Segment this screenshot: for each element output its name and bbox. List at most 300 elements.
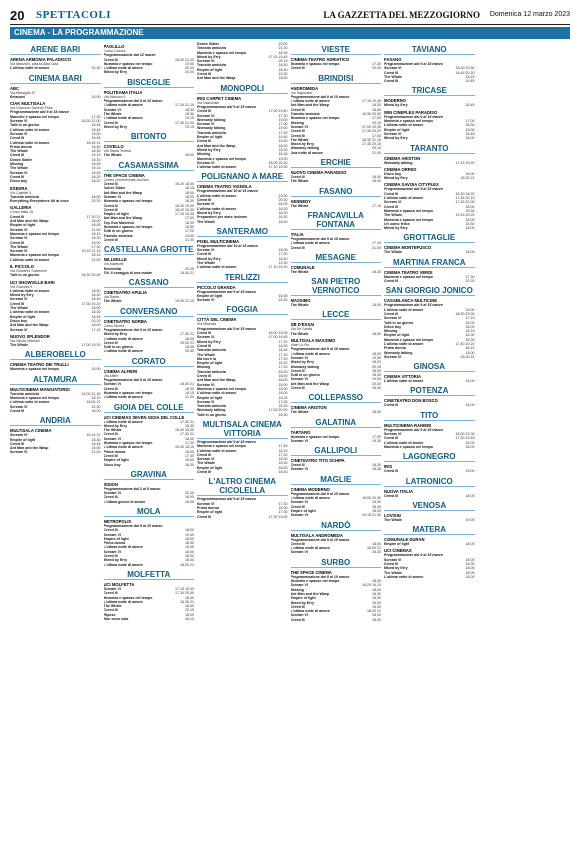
- film-title: Mummia e spasso nel tempo: [197, 50, 246, 55]
- showtimes: 19,15: [91, 153, 101, 158]
- film-listing: [10, 328, 101, 332]
- showtimes: 17,30: [278, 399, 288, 404]
- film-title: The Whale: [384, 250, 402, 255]
- film-title: The Whale: [10, 166, 28, 171]
- showtimes: 18,00: [372, 360, 381, 365]
- showtimes: 18,30: [185, 541, 194, 546]
- cinema-address: Via Santa Teresa: [103, 149, 131, 154]
- showtimes: 20,30: [465, 279, 475, 284]
- film-title: Scream VI: [290, 613, 308, 618]
- showtimes: 18,40 19,30: [175, 428, 194, 433]
- cinema-name: ESEDRA: [10, 185, 28, 191]
- film-title: Scream VI: [197, 501, 215, 506]
- showtimes: 18,00: [91, 194, 101, 199]
- city-heading: GALLIPOLI: [291, 446, 382, 456]
- showtimes: 21,30: [91, 404, 101, 409]
- film-title: L'ultima notte di amore: [10, 66, 50, 71]
- programming-period: Programmazione dal 9 al 15 marzo: [197, 326, 256, 331]
- showtimes: 19,30: [278, 193, 288, 198]
- showtimes: 17,00: [185, 216, 194, 221]
- showtimes: 16,00: [465, 307, 475, 312]
- showtimes: 17,19: [372, 241, 381, 246]
- film-title: L'ultima notte di amore: [10, 400, 50, 405]
- cinema-name: CINEMA MONTEFUSCO: [384, 245, 432, 251]
- film-listing: [10, 450, 101, 454]
- film-title: Creed III: [290, 107, 305, 112]
- film-title: Mixed by Erry: [103, 423, 128, 428]
- cinema-name: MULTISALA ANDROMEDA: [290, 532, 343, 538]
- film-title: Mixed by Erry: [384, 136, 408, 141]
- film-listing: [291, 386, 382, 390]
- showtimes: 18,00 21,00: [455, 432, 475, 437]
- film-title: The Whale: [197, 219, 215, 224]
- film-title: Empire of light: [103, 536, 129, 541]
- showtimes: 18,40: [185, 595, 194, 600]
- showtimes: 18,30: [278, 343, 288, 348]
- film-title: Creed III: [197, 514, 212, 519]
- film-title: Empire of light: [384, 127, 410, 132]
- film-title: Creed III: [290, 385, 305, 390]
- film-listing: [10, 199, 101, 203]
- film-title: Mummia e spasso nel tempo: [103, 390, 153, 395]
- film-title: Creed III: [103, 453, 118, 458]
- showtimes: 18,20: [278, 206, 288, 211]
- showtimes: 18,30: [185, 199, 194, 204]
- showtimes: 18,00: [372, 579, 381, 584]
- film-title: Creed III: [10, 408, 25, 413]
- film-title: Ant Man and the Wasp: [290, 381, 329, 386]
- film-title: Creed III: [197, 198, 212, 203]
- film-title: Scream VI: [197, 122, 215, 127]
- showtimes: 18,00: [465, 171, 475, 176]
- showtimes: 18,30: [372, 373, 381, 378]
- film-title: Creed III: [103, 182, 118, 187]
- film-title: L'ultima notte di amore: [290, 351, 330, 356]
- film-title: L'ultima notte di amore: [197, 165, 237, 170]
- showtimes: 18,30: [278, 461, 288, 466]
- film-title: Tutti in un giorno: [197, 412, 227, 417]
- film-title: The Whale: [290, 137, 309, 142]
- showtimes: 21,00: [372, 150, 381, 155]
- film-title: Creed III: [384, 562, 399, 567]
- showtimes: 17,30 19,45: [455, 436, 475, 441]
- showtimes: 17,30 21: [180, 432, 194, 437]
- city-heading: SANTERAMO: [197, 227, 288, 237]
- showtimes: 18,20: [91, 179, 101, 184]
- showtimes: 21,00: [185, 395, 194, 400]
- showtimes: 17,30 20,20: [81, 301, 101, 306]
- film-title: Mummia e spasso nel tempo: [290, 62, 340, 66]
- film-title: Mummia e spasso nel tempo: [10, 396, 59, 401]
- film-title: The Whale: [384, 74, 402, 79]
- film-title: L'ultima notte di amore: [384, 379, 424, 384]
- programming-period: Programmazione dal 9 al 15 marzo: [290, 491, 350, 496]
- showtimes: 18,30: [372, 463, 381, 468]
- showtimes: 18,30 20,30: [362, 112, 381, 117]
- showtimes: 17,00 19,40: [268, 109, 288, 114]
- cinema-address: Via Marsiglio 47: [10, 90, 36, 95]
- film-listing: [197, 298, 288, 302]
- showtimes: 18,00: [185, 499, 194, 504]
- film-listing: [104, 463, 195, 467]
- film-listing: [197, 220, 288, 224]
- showtimes: 18,25: [278, 404, 288, 409]
- showtimes: 17,15 19,20: [455, 160, 475, 165]
- film-title: Mummia e spasso nel tempo: [103, 595, 153, 600]
- film-title: Mixed by Erry: [10, 293, 34, 298]
- film-title: Mixed by Erry: [103, 332, 128, 337]
- showtimes: 18,00 21: [367, 546, 381, 551]
- showtimes: 18,00: [465, 136, 475, 141]
- city-heading: MOLA: [104, 507, 195, 517]
- film-title: Creed III: [10, 214, 25, 219]
- film-title: Mummia e spasso nel tempo: [384, 274, 433, 279]
- showtimes: 18,45: [91, 123, 101, 128]
- cinema-address: Via Dante: [103, 295, 120, 300]
- cinema-name: PIXEL MULTICINEMA: [197, 238, 240, 244]
- film-listing: [291, 303, 382, 307]
- film-title: L'ultima notte di amore: [103, 562, 143, 567]
- film-title: Scream VI: [384, 354, 402, 359]
- showtimes: 18,45: [91, 441, 101, 446]
- showtimes: 19,00: [465, 469, 475, 474]
- film-title: L'ultima notte di amore: [103, 66, 143, 71]
- film-title: Creed III: [10, 136, 25, 141]
- cinema-name: UCI MOLFETTA: [103, 581, 135, 587]
- showtimes: 18,00: [372, 368, 381, 373]
- showtimes: 18,30: [372, 103, 381, 108]
- showtimes: 18,45: [278, 348, 288, 353]
- cinema-name: WIN CINEPLEX PARADISO: [384, 109, 438, 115]
- city-heading: SAN GIORGIO JONICO: [385, 286, 473, 296]
- showtimes: 17,45: [278, 444, 288, 449]
- cinema-address: Via Matteotti: [103, 262, 124, 267]
- film-title: Scream VI: [197, 248, 215, 253]
- film-title: Creed III: [384, 191, 399, 196]
- showtimes: 21,30: [278, 46, 288, 51]
- showtimes: 18,30: [185, 554, 194, 559]
- film-listing: [104, 563, 195, 567]
- showtimes: 20,15: [372, 364, 381, 369]
- showtimes: 18,15: [91, 231, 101, 236]
- showtimes: 19,00 21,15: [175, 299, 194, 304]
- showtimes: 18,00: [91, 367, 101, 372]
- film-title: Mummia e spasso nel tempo: [103, 225, 153, 230]
- showtimes: 17,00: [372, 434, 381, 439]
- film-title: L'ultima notte di amore: [103, 445, 143, 450]
- film-title: Scream VI: [197, 202, 215, 207]
- film-title: The Whale: [103, 111, 122, 116]
- city-heading: GINOSA: [384, 362, 475, 372]
- showtimes: 19,00: [372, 377, 381, 382]
- showtimes: 17,30 21,00: [175, 120, 194, 125]
- film-title: Missing: [197, 152, 211, 157]
- film-title: Mummia e spasso nel tempo: [384, 119, 433, 124]
- film-title: Creed III: [290, 129, 305, 134]
- cinema-name: MULTISALA MASSIMO: [290, 338, 336, 344]
- showtimes: 18,45: [91, 170, 101, 175]
- showtimes: 16,00 19,00: [268, 331, 288, 336]
- cinema-name: COVELLO: [103, 144, 124, 150]
- film-title: Mummia e spasso nel tempo: [10, 253, 59, 258]
- film-title: L'ultima notte di amore: [103, 349, 143, 354]
- showtimes: 17,30 20,00: [175, 591, 194, 596]
- showtimes: 18,00 21,00: [175, 57, 194, 62]
- film-title: Scream VI: [103, 549, 121, 554]
- cinema-name: CINEMA VITTORIA: [384, 374, 421, 380]
- film-title: Scream VI: [10, 433, 28, 438]
- film-title: Empire of light: [103, 458, 129, 463]
- cinema-address: Corso Italia 15: [10, 210, 34, 215]
- showtimes: 17,30: [91, 244, 101, 249]
- showtimes: 18,00: [278, 76, 288, 81]
- showtimes: 18,30 20,45: [81, 273, 101, 278]
- showtimes: 18,30: [278, 210, 288, 215]
- film-title: Womanly talking: [197, 408, 226, 413]
- showtimes: 17,30: [278, 130, 288, 135]
- showtimes: 18,45: [465, 131, 475, 136]
- newspaper-name: LA GAZZETTA DEL MEZZOGIORNO: [323, 10, 480, 20]
- film-listing: [384, 542, 475, 546]
- showtimes: 18,00: [372, 613, 381, 618]
- film-title: L'ultima notte di amore: [10, 257, 50, 262]
- film-title: Creed III: [290, 604, 305, 609]
- film-title: Empire of light: [197, 135, 223, 140]
- showtimes: 20,00: [185, 266, 194, 271]
- showtimes: 19,45: [465, 79, 475, 84]
- showtimes: 18,00: [185, 612, 194, 617]
- film-title: The Whale: [197, 461, 215, 466]
- cinema-name: CINEMA ALFIERI: [103, 368, 138, 374]
- film-listing: [384, 379, 475, 383]
- showtimes: 17,00: [278, 122, 288, 127]
- city-heading: MESAGNE: [291, 253, 382, 263]
- film-title: Womanly talking: [197, 126, 226, 131]
- film-listing: [197, 470, 288, 474]
- showtimes: 17,00 19,30: [81, 343, 101, 348]
- film-title: Scream VI: [103, 194, 121, 199]
- showtimes: 17,15 19,30: [175, 586, 194, 591]
- showtimes: 18,00: [185, 528, 194, 533]
- showtimes: 16,35 21: [180, 599, 194, 604]
- film-title: L'ultima notte di amore: [384, 574, 424, 579]
- showtimes: 18,15: [465, 329, 475, 334]
- cinema-name: CINEMA-TEATRO ADRIATICO: [290, 57, 350, 62]
- film-listing: [10, 66, 101, 70]
- film-title: L'ultima notte di amore: [197, 193, 237, 198]
- programming-period: Programmazione dal 9 al 15 marzo: [10, 110, 69, 115]
- film-title: Scream VI: [197, 113, 215, 118]
- film-title: Mummia e spasso nel tempo: [290, 116, 340, 121]
- showtimes: 18,15: [465, 74, 475, 79]
- programming-period: Programmazione dal 9 al 15 marzo: [197, 289, 256, 294]
- showtimes: 16,50: [185, 225, 194, 230]
- city-heading: CINEMA BARI: [10, 74, 101, 84]
- film-title: Scream VI: [103, 382, 121, 387]
- city-heading: MATERA: [384, 525, 475, 535]
- showtimes: 19,00: [185, 61, 194, 66]
- film-title: Missing: [290, 587, 304, 592]
- city-heading: TERLIZZI: [197, 273, 288, 283]
- showtimes: 18,00: [372, 351, 381, 356]
- film-title: Empire of light: [197, 465, 223, 470]
- cinema-name: COMUNALE DURAN: [384, 537, 425, 543]
- showtimes: 18,00: [278, 465, 288, 470]
- film-title: L'ultima notte di amore: [103, 419, 143, 424]
- showtimes: 19,15 20,25: [455, 213, 475, 218]
- city-heading: GALATINA: [291, 418, 382, 428]
- programming-period: Programmazione dal 9 al 15 marzo: [290, 574, 350, 579]
- showtimes: 18,40: [372, 504, 381, 509]
- cinema-name: ITALIA: [290, 231, 304, 237]
- film-listing: [291, 246, 382, 250]
- cinema-address: Via Marconi 5: [103, 94, 126, 99]
- film-title: Scream VI: [10, 249, 28, 254]
- showtimes: 18,40: [185, 604, 194, 609]
- city-heading: L'ALTRO CINEMA CICOLELLA: [197, 477, 288, 496]
- film-listing: [384, 136, 475, 140]
- film-title: Scream VI: [103, 491, 121, 496]
- film-title: Prima donna: [10, 144, 32, 149]
- city-heading: LECCE: [291, 310, 382, 320]
- film-listing: [384, 176, 475, 180]
- showtimes: 17,45 20,15: [455, 196, 475, 201]
- film-listing: [10, 258, 101, 262]
- film-title: Marcello e spasso nel tempo: [10, 114, 59, 119]
- film-listing: [104, 271, 195, 275]
- cinema-name: THE SPACE CINEMA: [103, 172, 145, 178]
- showtimes: 17,15 19,45: [175, 212, 194, 217]
- film-title: Creed III: [103, 237, 118, 242]
- cinema-name: SIDION: [103, 481, 118, 487]
- showtimes: 17,40 20,20: [455, 341, 475, 346]
- film-title: L'ultima notte di amore: [290, 241, 330, 246]
- programming-period: Programmazione dal 9 al 15 marzo: [103, 378, 163, 383]
- showtimes: 19,30: [278, 260, 288, 265]
- showtimes: 18,00: [185, 449, 194, 454]
- film-title: The Whale: [103, 428, 122, 433]
- cinema-address: Corso Morea: [103, 323, 125, 328]
- film-listing: [291, 513, 382, 517]
- film-title: Scream VI: [384, 316, 402, 321]
- showtimes: 20,00: [372, 66, 381, 71]
- showtimes: 18,00: [278, 143, 288, 148]
- showtimes: 20,15: [185, 608, 194, 613]
- film-title: Creed III: [197, 470, 212, 475]
- film-listing: [10, 409, 101, 413]
- film-title: The Whale: [10, 306, 28, 311]
- showtimes: 19,00 21: [180, 340, 194, 345]
- showtimes: 18,00: [465, 566, 475, 571]
- showtimes: 18,00: [91, 446, 101, 451]
- city-heading: TARANTO: [384, 144, 475, 154]
- showtimes: 20,30: [91, 66, 101, 71]
- film-title: Creed III: [290, 245, 305, 250]
- cinema-name: CINEMA MODERNO: [290, 486, 330, 492]
- film-title: Empire of light: [197, 67, 223, 72]
- film-listing: [384, 575, 475, 579]
- cinema-name: PICCOLO GRANDA: [197, 284, 236, 290]
- showtimes: 19,00: [278, 42, 288, 46]
- film-title: Everything Everywhere All at once: [10, 199, 69, 204]
- city-heading: CASSANO: [104, 278, 195, 288]
- film-title: Scream VI: [290, 124, 308, 129]
- film-title: Creed III: [10, 301, 25, 306]
- city-heading: POTENZA: [384, 386, 475, 396]
- cinema-name: MULTICINEMA MANGIATORDI: [10, 386, 70, 392]
- film-title: Transito amicizia: [197, 404, 226, 409]
- film-title: Mummia e spasso nel tempo: [290, 579, 340, 584]
- film-title: Creed III: [290, 541, 305, 546]
- film-listing: [384, 161, 475, 165]
- page-number: 20: [10, 8, 25, 23]
- film-title: Benedetta: [103, 266, 121, 271]
- showtimes: 18,00: [372, 385, 381, 390]
- film-title: Mixed by Erry: [290, 600, 315, 605]
- film-listing: [10, 95, 101, 99]
- film-title: Creed III: [197, 374, 212, 379]
- film-title: Scream VI: [10, 131, 28, 136]
- film-listing: [104, 238, 195, 242]
- cinema-address: Via Miranda: [197, 322, 217, 327]
- film-title: The Whale: [290, 331, 309, 336]
- showtimes: 18,00: [185, 194, 194, 199]
- film-title: Disco boy: [384, 324, 402, 329]
- film-title: Creed III: [290, 66, 305, 71]
- showtimes: 18,20 21: [367, 609, 381, 614]
- showtimes: 18,00: [465, 226, 475, 231]
- film-title: Scream VI: [197, 160, 215, 165]
- film-listing: [291, 410, 382, 414]
- film-title: Scream VI: [10, 404, 28, 409]
- cinema-name: CINETEATRO APULIA: [103, 290, 148, 296]
- film-title: Scream VI: [103, 107, 121, 112]
- film-listing: [197, 413, 288, 417]
- city-heading: BISCEGLIE: [104, 78, 195, 88]
- showtimes: 18,30: [278, 215, 288, 220]
- showtimes: 21,00: [91, 227, 101, 232]
- cinema-name: MODERNO: [384, 98, 406, 104]
- film-title: Transito amicizia: [10, 391, 39, 396]
- showtimes: 18,30: [372, 269, 381, 274]
- film-listing: [384, 355, 475, 359]
- film-listing: [384, 469, 475, 473]
- programming-period: Programmazione dal 9 al 15 marzo: [384, 553, 443, 558]
- film-title: Creed III: [197, 331, 212, 336]
- showtimes: 18,45: [91, 297, 101, 302]
- film-title: Transito amicizia: [197, 46, 226, 51]
- showtimes: 17,15 19,45: [362, 99, 381, 104]
- cinema-address: Via Giovanni Salvemini: [10, 268, 47, 273]
- showtimes: 16,30 19,00: [175, 203, 194, 208]
- showtimes: 16,30: [372, 604, 381, 609]
- listing-column: [10, 42, 101, 834]
- film-listing: [104, 500, 195, 504]
- film-title: Tutti in un giorno: [10, 123, 40, 128]
- film-title: Ant Man and the Wasp: [103, 216, 142, 221]
- showtimes: 18,25: [278, 395, 288, 400]
- film-title: Scream VI: [10, 227, 28, 232]
- showtimes: 18,00: [465, 333, 475, 338]
- showtimes: 18,45: [91, 127, 101, 132]
- cinema-address: Via De Santis: [290, 327, 313, 332]
- showtimes: 20,00: [185, 66, 194, 71]
- showtimes: 17,30: [278, 113, 288, 118]
- film-title: Creed III: [103, 120, 118, 125]
- showtimes: 20,15: [372, 120, 381, 125]
- cinema-address: Via Nicola Imbriani: [10, 338, 40, 343]
- film-title: Una notte di amore: [290, 150, 324, 155]
